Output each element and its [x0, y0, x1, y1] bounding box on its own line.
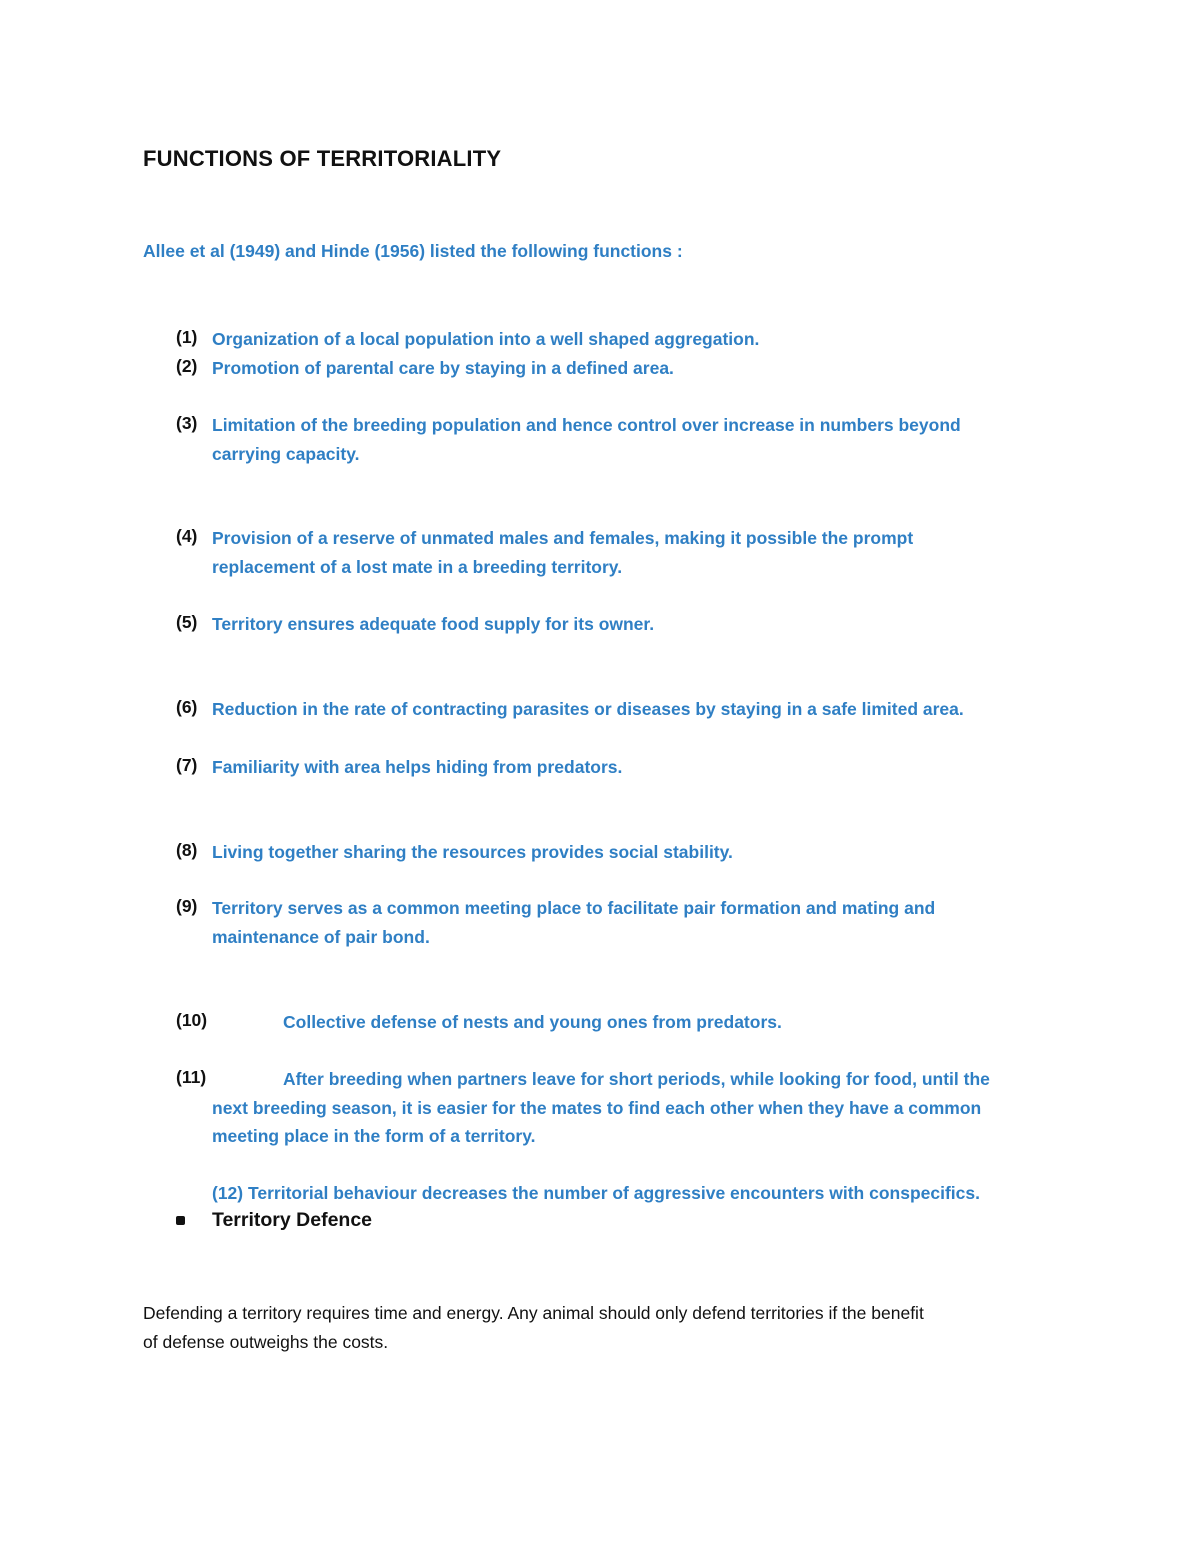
item-text-line: next breeding season, it is easier for the mates to find each other when they have a common [212, 1098, 982, 1118]
item-number: (6) [176, 697, 198, 717]
item-text-line: After breeding when partners leave for short periods, while looking for food, until the [283, 1069, 990, 1089]
item-text-line: carrying capacity. [212, 444, 360, 464]
page-title: FUNCTIONS OF TERRITORIALITY [143, 146, 502, 171]
item-number: (9) [176, 896, 198, 916]
item-number: (3) [176, 413, 198, 433]
bullet-icon [176, 1216, 185, 1225]
item-text-line: Territory serves as a common meeting place to facilitate pair formation and mating and [212, 898, 936, 918]
paragraph-line: of defense outweighs the costs. [143, 1332, 389, 1352]
intro-line: Allee et al (1949) and Hinde (1956) listed the following functions : [143, 241, 683, 261]
item-text-line: Reduction in the rate of contracting parasites or diseases by staying in a safe limited area. [212, 699, 964, 719]
item-text-line: Provision of a reserve of unmated males and females, making it possible the prompt [212, 528, 914, 548]
item-text-line: maintenance of pair bond. [212, 927, 430, 947]
item-number: (1) [176, 327, 198, 347]
item-number: (5) [176, 612, 198, 632]
item-number: (2) [176, 356, 198, 376]
item-number: (4) [176, 526, 198, 546]
item-text-line: Limitation of the breeding population and hence control over increase in numbers beyond [212, 415, 961, 435]
item-text-line: Collective defense of nests and young ones from predators. [283, 1012, 782, 1032]
item-text-line: meeting place in the form of a territory. [212, 1126, 536, 1146]
item-text-line: Territory ensures adequate food supply for its owner. [212, 614, 655, 634]
item-number: (10) [176, 1010, 208, 1030]
item-text-line: Living together sharing the resources provides social stability. [212, 842, 733, 862]
item-text-line: replacement of a lost mate in a breeding territory. [212, 557, 623, 577]
section-heading: Territory Defence [212, 1209, 373, 1231]
item-number: (7) [176, 755, 198, 775]
body-paragraph [143, 1299, 1063, 1357]
paragraph-line: Defending a territory requires time and energy. Any animal should only defend territories if the benefit [143, 1303, 924, 1323]
item-text-line: Promotion of parental care by staying in a defined area. [212, 358, 674, 378]
item-number: (11) [176, 1067, 207, 1087]
item-text-line: (12) Territorial behaviour decreases the number of aggressive encounters with conspecifics. [212, 1183, 980, 1203]
item-number: (8) [176, 840, 198, 860]
item-text-line: Familiarity with area helps hiding from predators. [212, 757, 623, 777]
item-text-line: Organization of a local population into a well shaped aggregation. [212, 329, 760, 349]
